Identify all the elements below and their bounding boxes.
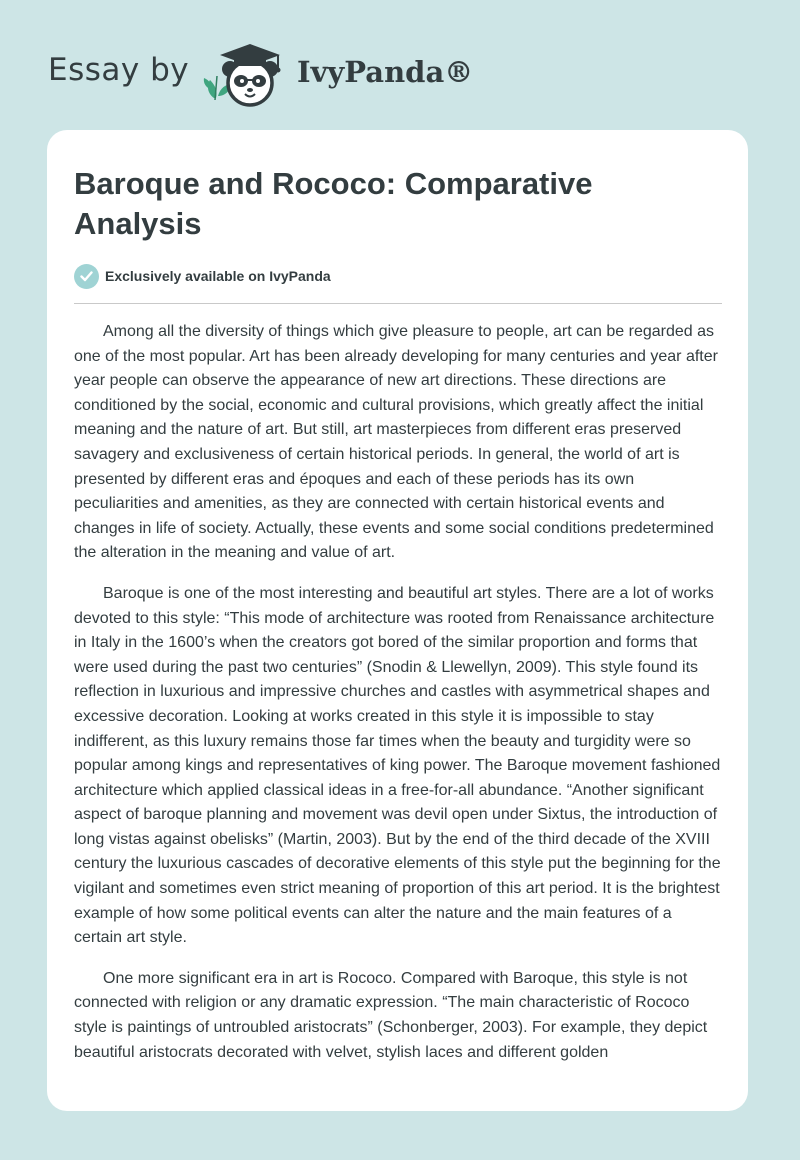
essay-body bbox=[74, 320, 722, 1081]
essay-by-text: Essay by bbox=[48, 52, 190, 88]
panda-logo-icon[interactable] bbox=[200, 36, 296, 112]
site-header bbox=[0, 0, 800, 130]
page-title: Baroque and Rococo: Comparative Analysis bbox=[74, 166, 593, 241]
divider bbox=[74, 303, 722, 304]
paragraph: Baroque is one of the most interesting and beautiful art styles. There are a lot of works devoted to this style: “This mode of architecture was rooted from Renaissance architecture in Italy in the 1600’s when the creators got bored of the similar proportion and forms that were used during the past two centuries” (Snodin & Llewellyn, 2009). This style found its reflection in luxurious and impressive churches and castles with asymmetrical shapes and excessive decoration. Looking at works created in this style it is impossible to stay indifferent, as this luxury remains those far times when the beauty and turgidity were so popular among kings and representatives of king power. The Baroque movement fashioned architecture which applied classical ideas in a free-for-all abundance. “Another significant aspect of baroque planning and movement was devil open under Sixtus, the introduction of long vistas against obelisks” (Martin, 2003). But by the end of the third decade of the XVIII century the luxurious cascades of decorative elements of this style put the beginning for the vigilant and sometimes even strict meaning of proportion of this art period. It is the brightest example of how some political events can alter the nature and the main features of a certain art style. bbox=[74, 584, 721, 947]
brand-name[interactable]: IvyPanda® bbox=[297, 55, 474, 89]
paragraph: Among all the diversity of things which give pleasure to people, art can be regarded as one of the most popular. Art has been already developing for many centuries and year after year people can observe the appearance of new art directions. These directions are conditioned by the social, economic and cultural provisions, which greatly affect the initial meaning and the nature of art. But still, art masterpieces from different eras preserved savagery and exclusiveness of certain historical periods. In general, the world of art is presented by different eras and époques and each of these periods has its own peculiarities and amenities, as they are connected with certain historical events and changes in life of society. Actually, these events and some social conditions predetermined the alteration in the meaning and value of art. bbox=[74, 323, 718, 562]
check-icon bbox=[74, 264, 99, 289]
paragraph: One more significant era in art is Rococo. Compared with Baroque, this style is not connected with religion or any dramatic expression. “The main characteristic of Rococo style is paintings of untroubled aristocrats” (Schonberger, 2003). For example, they depict beautiful aristocrats decorated with velvet, stylish laces and different golden bbox=[74, 969, 708, 1061]
essay-card bbox=[47, 130, 748, 1111]
badge-label: Exclusively available on IvyPanda bbox=[105, 268, 331, 284]
exclusive-badge bbox=[74, 263, 331, 289]
